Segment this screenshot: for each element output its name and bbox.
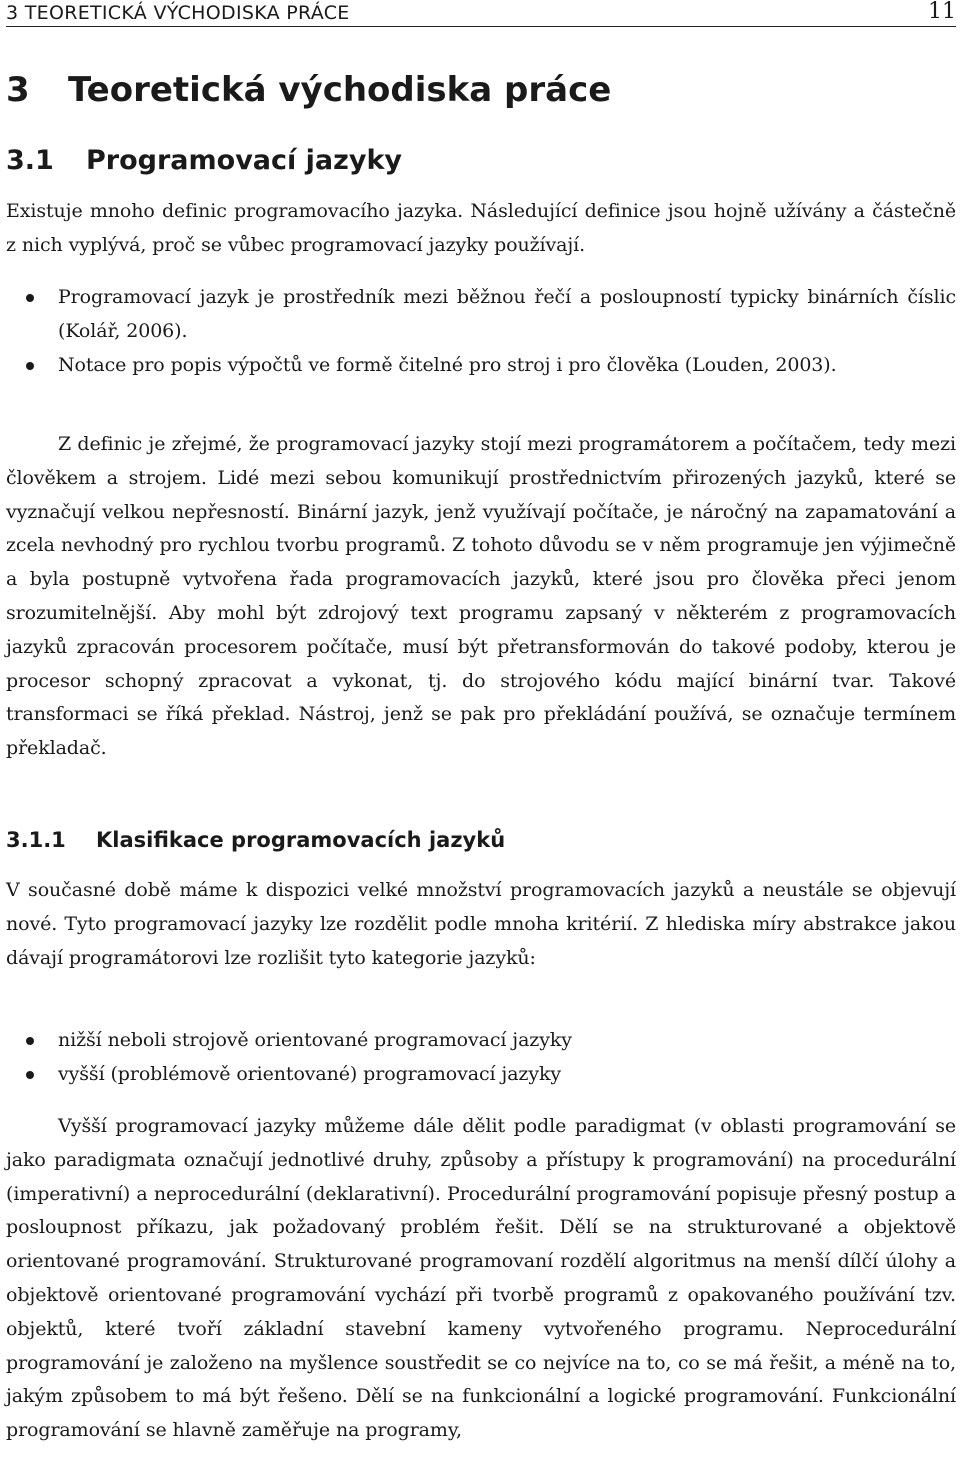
subsection-title: Klasifikace programovacích jazyků	[96, 828, 506, 852]
running-header	[6, 2, 956, 27]
subsection-number: 3.1.1	[6, 828, 66, 852]
running-header-title: 3 TEORETICKÁ VÝCHODISKA PRÁCE	[6, 2, 350, 24]
list-item	[6, 1024, 956, 1058]
section-number: 3.1	[6, 145, 54, 176]
intro-paragraph: Existuje mnoho definic programovacího jazyka. Následující definice jsou hojně užívány a částečně z nich vyplývá, proč se vůbec programovací jazyky používají.	[6, 200, 956, 256]
body-paragraph: V současné době máme k dispozici velké množství programovacích jazyků a neustále se objevují nové. Tyto programovací jazyky lze rozdělit podle mnoha kritérií. Z hlediska míry abstrakce jakou dávají programátorovi lze rozlišit tyto kategorie jazyků:	[6, 879, 956, 969]
subsection-heading	[6, 828, 505, 852]
bullet-icon	[26, 1037, 34, 1045]
chapter-title: Teoretická východiska práce	[68, 70, 612, 110]
categories-list	[6, 1024, 956, 1092]
list-item-text: nižší neboli strojově orientované programovací jazyky	[58, 1029, 572, 1051]
chapter-heading	[6, 70, 611, 110]
bullet-icon	[26, 1071, 34, 1079]
section-heading	[6, 145, 402, 176]
list-item-text: vyšší (problémově orientované) programovací jazyky	[58, 1062, 562, 1085]
chapter-number: 3	[6, 70, 30, 110]
list-item-text: Programovací jazyk je prostředník mezi běžnou řečí a posloupností typicky binárních číslic (Kolář, 2006).	[58, 286, 956, 342]
page-number: 11	[928, 0, 956, 24]
list-item-text: Notace pro popis výpočtů ve formě čitelné pro stroj i pro člověka (Louden, 2003).	[58, 353, 837, 376]
body-paragraph: Vyšší programovací jazyky můžeme dále dělit podle paradigmat (v oblasti programování se jako paradigmata označují jednotlivé druhy, způsoby a přístupy k programování) na procedurální (imperativní) a neprocedurální (deklarativní). Procedurální programování popisuje přesný postup a posloupnost příkazu, jak požadovaný problém řešit. Dělí se na strukturované a objektově orientované programování. Strukturované programovaní rozdělí algoritmus na menší dílčí úlohy a objektově orientované programování vychází při tvorbě programů z opakovaného používání tzv. objektů, které tvoří základní stavební kameny vytvořeného programu. Neprocedurální programování je založeno na myšlence soustředit se co nejvíce na to, co se má řešit, a méně na to, jakým způsobem to má být řešeno. Dělí se na funkcionální a logické programování. Funkcionální programování se hlavně zaměřuje na programy,	[6, 1115, 956, 1442]
body-paragraph: Z definic je zřejmé, že programovací jazyky stojí mezi programátorem a počítačem, tedy mezi člověkem a strojem. Lidé mezi sebou komunikují prostřednictvím přirozených jazyků, které se vyznačují velkou nepřesností. Binární jazyk, jenž využívají počítače, je náročný na zapamatování a zcela nevhodný pro rychlou tvorbu programů. Z tohoto důvodu se v něm programuje jen výjimečně a byla postupně vytvořena řada programovacích jazyků, které jsou pro člověka přeci jenom srozumitelnější. Aby mohl být zdrojový text programu zapsaný v některém z programovacích jazyků zpracován procesorem počítače, musí být přetransformován do takové podoby, kterou je procesor schopný zpracovat a vykonat, tj. do strojového kódu mající binární tvar. Takové transformaci se říká překlad. Nástroj, jenž se pak pro překládání používá, se označuje termínem překladač.	[6, 433, 956, 760]
list-item	[6, 1058, 956, 1092]
list-item	[6, 349, 956, 383]
definitions-list	[6, 281, 956, 382]
bullet-icon	[26, 294, 34, 302]
bullet-icon	[26, 362, 34, 370]
section-title: Programovací jazyky	[86, 145, 403, 176]
list-item	[6, 281, 956, 349]
